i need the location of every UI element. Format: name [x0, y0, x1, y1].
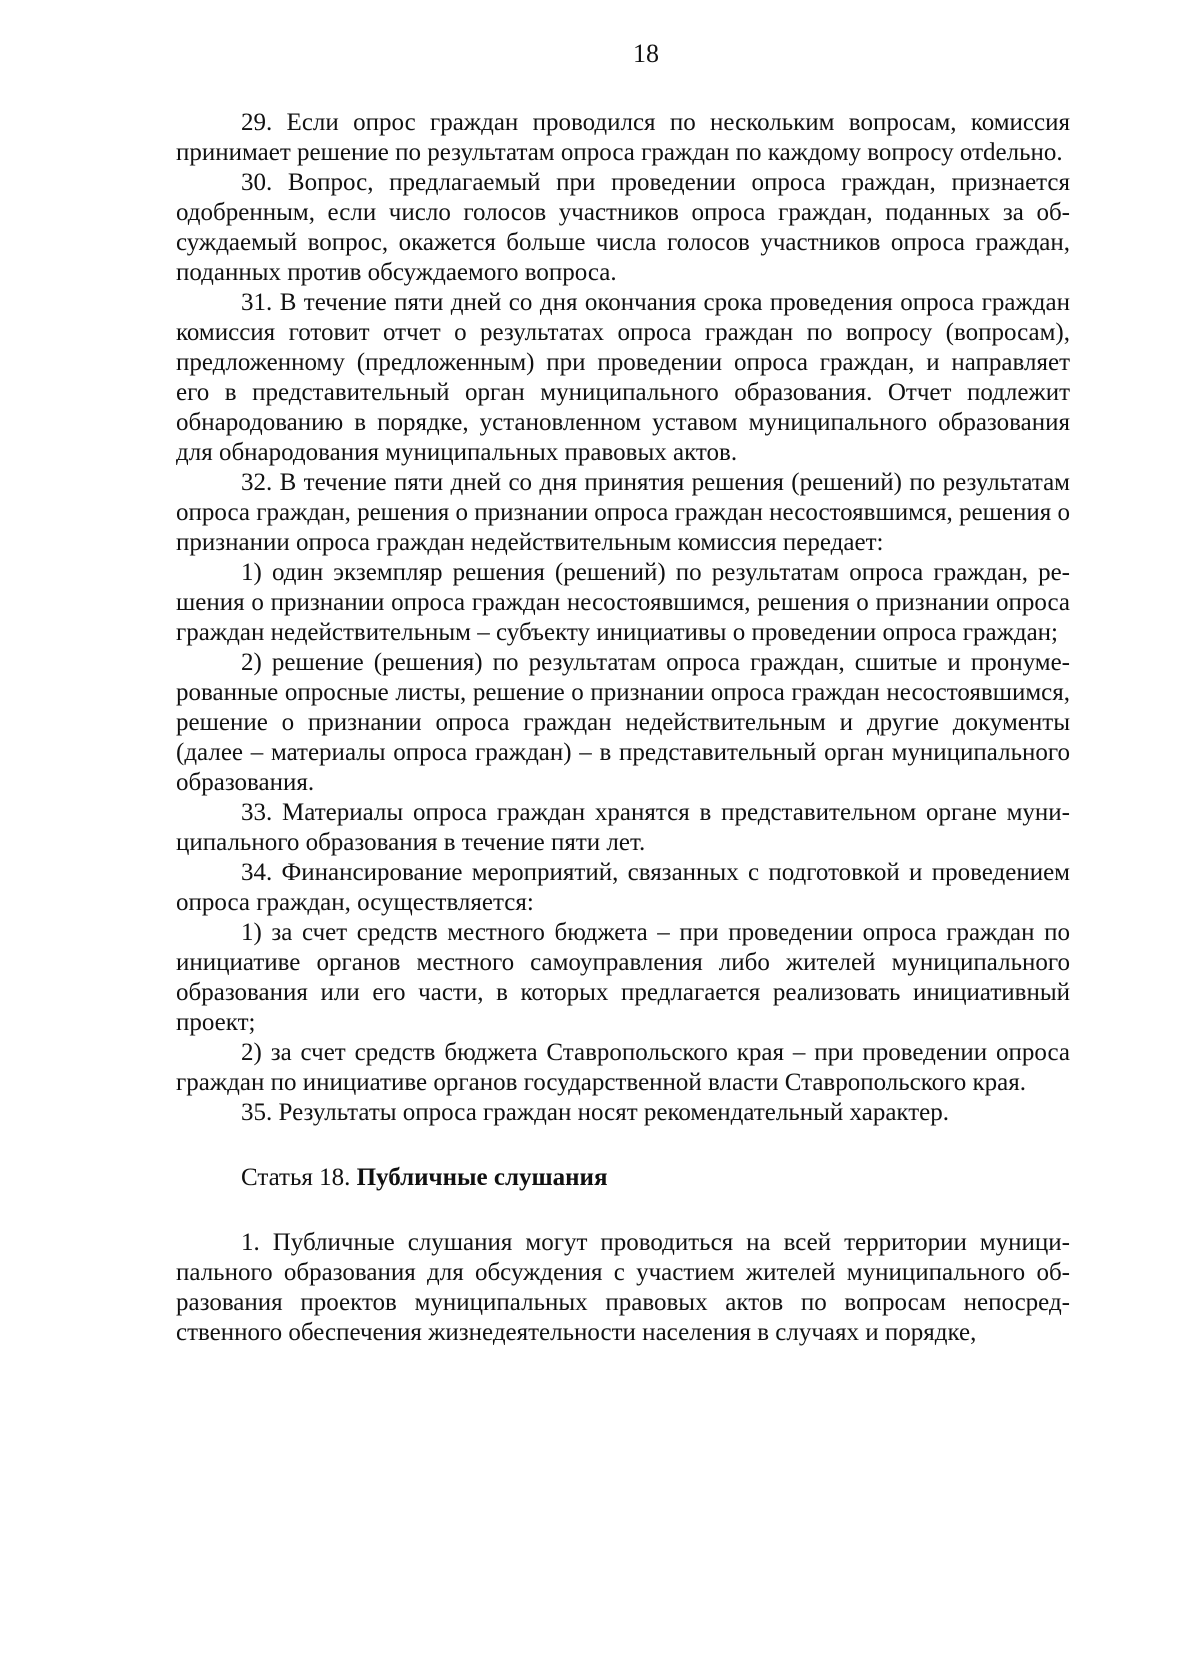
paragraph-33: 33. Материалы опроса граждан хранятся в представительном органе муниципального образования в течение пяти лет.	[176, 799, 1070, 856]
article-heading-prefix: Статья 18.	[241, 1164, 357, 1191]
page-number: 18	[633, 39, 659, 68]
paragraph-34-item-2: 2) за счет средств бюджета Ставропольского края – при проведении опроса граждан по инициативе органов государственной власти Ставропольского края.	[176, 1039, 1070, 1096]
paragraph-32: 32. В течение пяти дней со дня принятия решения (решений) по результатам опроса граждан, решения о признании опроса граждан несостоявшимся, решения о признании опроса граждан недействительным комиссия передает:	[176, 469, 1070, 556]
paragraph-34-item-1: 1) за счет средств местного бюджета – при проведении опроса граждан по инициативе органов местного самоуправления либо жителей муниципального образования или его части, в которых предлагается реализовать инициативный проект;	[176, 919, 1070, 1036]
article-18-paragraph-1: 1. Публичные слушания могут проводиться на всей территории муниципального образования для обсуждения с участием жителей муниципального образования проектов муниципальных правовых актов по вопросам непосредственного обеспечения жизнедеятельности населения в случаях и порядке,	[176, 1229, 1070, 1346]
article-heading-title: Публичные слушания	[356, 1164, 608, 1191]
paragraph-29: 29. Если опрос граждан проводился по нескольким вопросам, комиссия принимает решение по результатам опроса граждан по каждому вопросу отdельно.	[176, 109, 1070, 166]
document-body	[176, 108, 1070, 1348]
paragraph-32-item-2: 2) решение (решения) по результатам опроса граждан, сшитые и пронумерованные опросные листы, решение о признании опроса граждан несостоявшимся, решение о признании опроса граждан недействительным и другие документы (далее – материалы опроса граждан) – в представительный орган муниципального образования.	[176, 649, 1070, 796]
paragraph-30: 30. Вопрос, предлагаемый при проведении опроса граждан, признается одобренным, если число голосов участников опроса граждан, поданных за обсуждаемый вопрос, окажется больше числа голосов участников опроса граждан, поданных против обсуждаемого вопроса.	[176, 169, 1070, 286]
paragraph-34: 34. Финансирование мероприятий, связанных с подготовкой и проведением опроса граждан, осуществляется:	[176, 859, 1070, 916]
article-heading	[176, 1163, 1070, 1193]
paragraph-31: 31. В течение пяти дней со дня окончания срока проведения опроса граждан комиссия готовит отчет о результатах опроса граждан по вопросу (вопросам), предложенному (предложенным) при проведении опроса граждан, и направляет его в представительный орган муниципального образования. Отчет подлежит обнародованию в порядке, установленном уставом муниципального образования для обнародования муниципальных правовых актов.	[176, 289, 1070, 466]
paragraph-32-item-1: 1) один экземпляр решения (решений) по результатам опроса граждан, решения о признании опроса граждан несостоявшимся, решения о признании опроса граждан недействительным – субъекту инициативы о проведении опроса граждан;	[176, 559, 1070, 646]
paragraph-35: 35. Результаты опроса граждан носят рекомендательный характер.	[241, 1099, 950, 1126]
